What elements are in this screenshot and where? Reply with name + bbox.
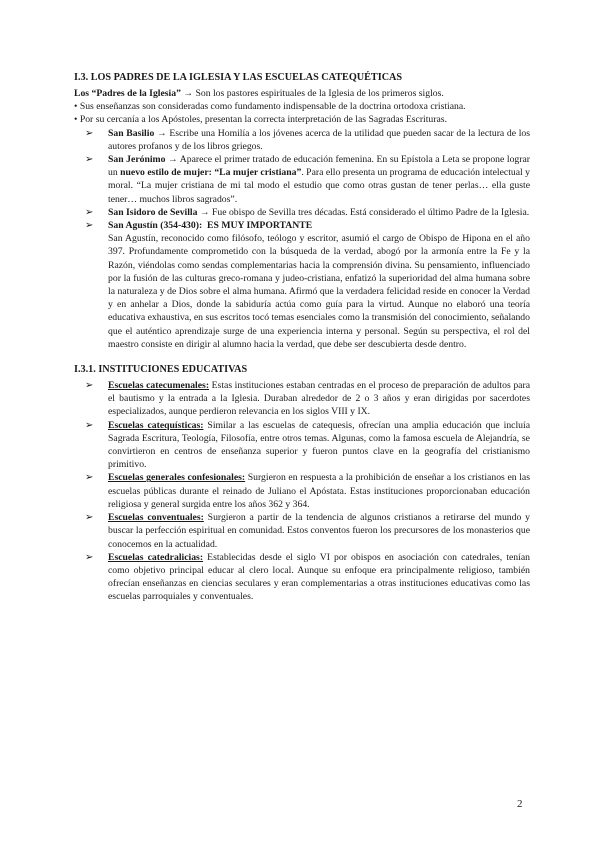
list-item xyxy=(74,206,530,219)
item-name: Escuelas generales confesionales: xyxy=(108,472,246,484)
arrow-bullet-icon: ➢ xyxy=(85,472,94,484)
item-name: Escuelas catecumenales: xyxy=(108,380,210,392)
agustin-paragraph: San Agustín, reconocido como filósofo, teólogo y escritor, asumió el cargo de Obispo de Hipona en el año 397. Profundamente comprometido con la búsqueda de la verdad, abogó por la armonía entre la Fe y la Razón, viéndolas como sendas complementarias hacia la comprensión divina. Su pensamiento, influenciado por la fusión de las culturas greco-romana y judeo-cristiana, enfatizó la superioridad del alma humana sobre la naturaleza y de Dios sobre el alma humana. Afirmó que la verdadera felicidad reside en conocer la Verdad y en anhelar a Dios, donde la sabiduría actúa como guía para la virtud. Aunque no elaboró una teoría educativa exhaustiva, en sus escritos tocó temas esenciales como la transmisión del conocimiento, señalando que el auténtico aprendizaje surge de una experiencia interna y personal. Según su perspectiva, el rol del maestro consiste en dirigir al alumno hacia la verdad, que debe ser descubierta desde dentro. xyxy=(108,233,530,350)
arrow-bullet-icon: ➢ xyxy=(85,380,94,392)
item-name: San Jerónimo xyxy=(108,154,166,166)
intro-term: Los “Padres de la Iglesia” xyxy=(74,88,181,99)
list-item xyxy=(74,511,530,551)
item-text: Surgieron a partir de la tendencia de algunos cristianos a retirarse del mundo y buscar la perfección espiritual en comunidad. Estos conventos fueron los precursores de los monasterios que conocemos en la actualidad. xyxy=(108,512,530,550)
intro-definition: → Son los pastores espirituales de la Iglesia de los primeros siglos. xyxy=(183,88,444,99)
item-text: → Aparece el primer tratado de educación femenina. En su Epístola a Leta se propone lograr un xyxy=(108,154,531,179)
item-text: Establecidas desde el siglo VI por obispos en asociación con catedrales, tenían como objetivo principal educar al clero local. Aunque su enfoque era principalmente religioso, también ofrecían enseñanzas en ciencias seculares y eran complementarias a otras instituciones educativas como las escuelas parroquiales y conventuales. xyxy=(108,551,530,603)
intro-line xyxy=(74,87,530,100)
importance-note: ES MUY IMPORTANTE xyxy=(207,220,313,232)
arrow-bullet-icon: ➢ xyxy=(85,206,94,218)
arrow-bullet-icon: ➢ xyxy=(85,127,94,139)
section-title-padres: I.3. LOS PADRES DE LA IGLESIA Y LAS ESCUELAS CATEQUÉTICAS xyxy=(74,72,403,83)
arrow-bullet-icon: ➢ xyxy=(85,551,94,563)
list-item xyxy=(74,379,530,419)
list-item xyxy=(74,419,530,472)
list-item xyxy=(74,219,530,232)
arrow-bullet-icon: ➢ xyxy=(85,419,94,431)
item-name: Escuelas conventuales: xyxy=(108,512,204,524)
arrow-bullet-icon: ➢ xyxy=(85,220,94,232)
item-text: → Escribe una Homilía a los jóvenes acerca de la utilidad que pueden sacar de la lectura de los autores profanos y de los libros griegos. xyxy=(108,127,531,152)
item-emphasis: nuevo estilo de mujer: “La mujer cristiana” xyxy=(120,167,302,179)
list-item xyxy=(74,551,530,604)
bullet-line: • Sus enseñanzas son consideradas como fundamento indispensable de la doctrina ortodoxa cristiana. xyxy=(74,101,466,113)
page-number: 2 xyxy=(517,798,523,810)
item-name: San Agustín (354-430): xyxy=(108,220,203,232)
list-item xyxy=(74,127,530,153)
item-name: Escuelas catedralicias: xyxy=(108,551,204,563)
item-name: San Basilio xyxy=(108,127,155,139)
list-item xyxy=(74,153,530,206)
document-page xyxy=(74,71,530,604)
item-text: Surgieron en respuesta a la prohibición de enseñar a los cristianos en las escuelas públicas durante el reinado de Juliano el Apóstata. Estas instituciones proporcionaban educación religiosa y general surgida entre los años 362 y 364. xyxy=(108,472,530,510)
item-text: Estas instituciones estaban centradas en el proceso de preparación de adultos para el bautismo y la entrada a la Iglesia. Duraban alrededor de 2 o 3 años y eran dirigidas por sacerdotes especializados, aunque perdieron relevancia en los siglos VIII y IX. xyxy=(108,380,530,418)
list-item xyxy=(74,471,530,511)
bullet-line: • Por su cercanía a los Apóstoles, presentan la correcta interpretación de las Sagradas Escrituras. xyxy=(74,114,447,126)
item-name: San Isidoro de Sevilla xyxy=(108,206,198,218)
arrow-bullet-icon: ➢ xyxy=(85,154,94,166)
item-text: Similar a las escuelas de catequesis, ofrecían una amplia educación que incluía Sagrada Escritura, Teología, Filosofía, entre otros temas. Algunas, como la famosa escuela de Alejandría, se convirtieron en centros de enseñanza superior y fueron puntos clave en la geografía del cristianismo primitivo. xyxy=(108,419,530,471)
item-name: Escuelas catequísticas: xyxy=(108,419,204,431)
arrow-bullet-icon: ➢ xyxy=(85,512,94,524)
section-title-instituciones: I.3.1. INSTITUCIONES EDUCATIVAS xyxy=(74,364,248,376)
item-text: → Fue obispo de Sevilla tres décadas. Está considerado el último Padre de la Iglesia. xyxy=(199,206,530,218)
item-text: . Para ello presenta un programa de educación intelectual y moral. “La mujer cristiana de mi tal modo el estudio que como otras gustan de tener perlas… ella guste tener… muchos libros sagrados”. xyxy=(108,167,531,205)
